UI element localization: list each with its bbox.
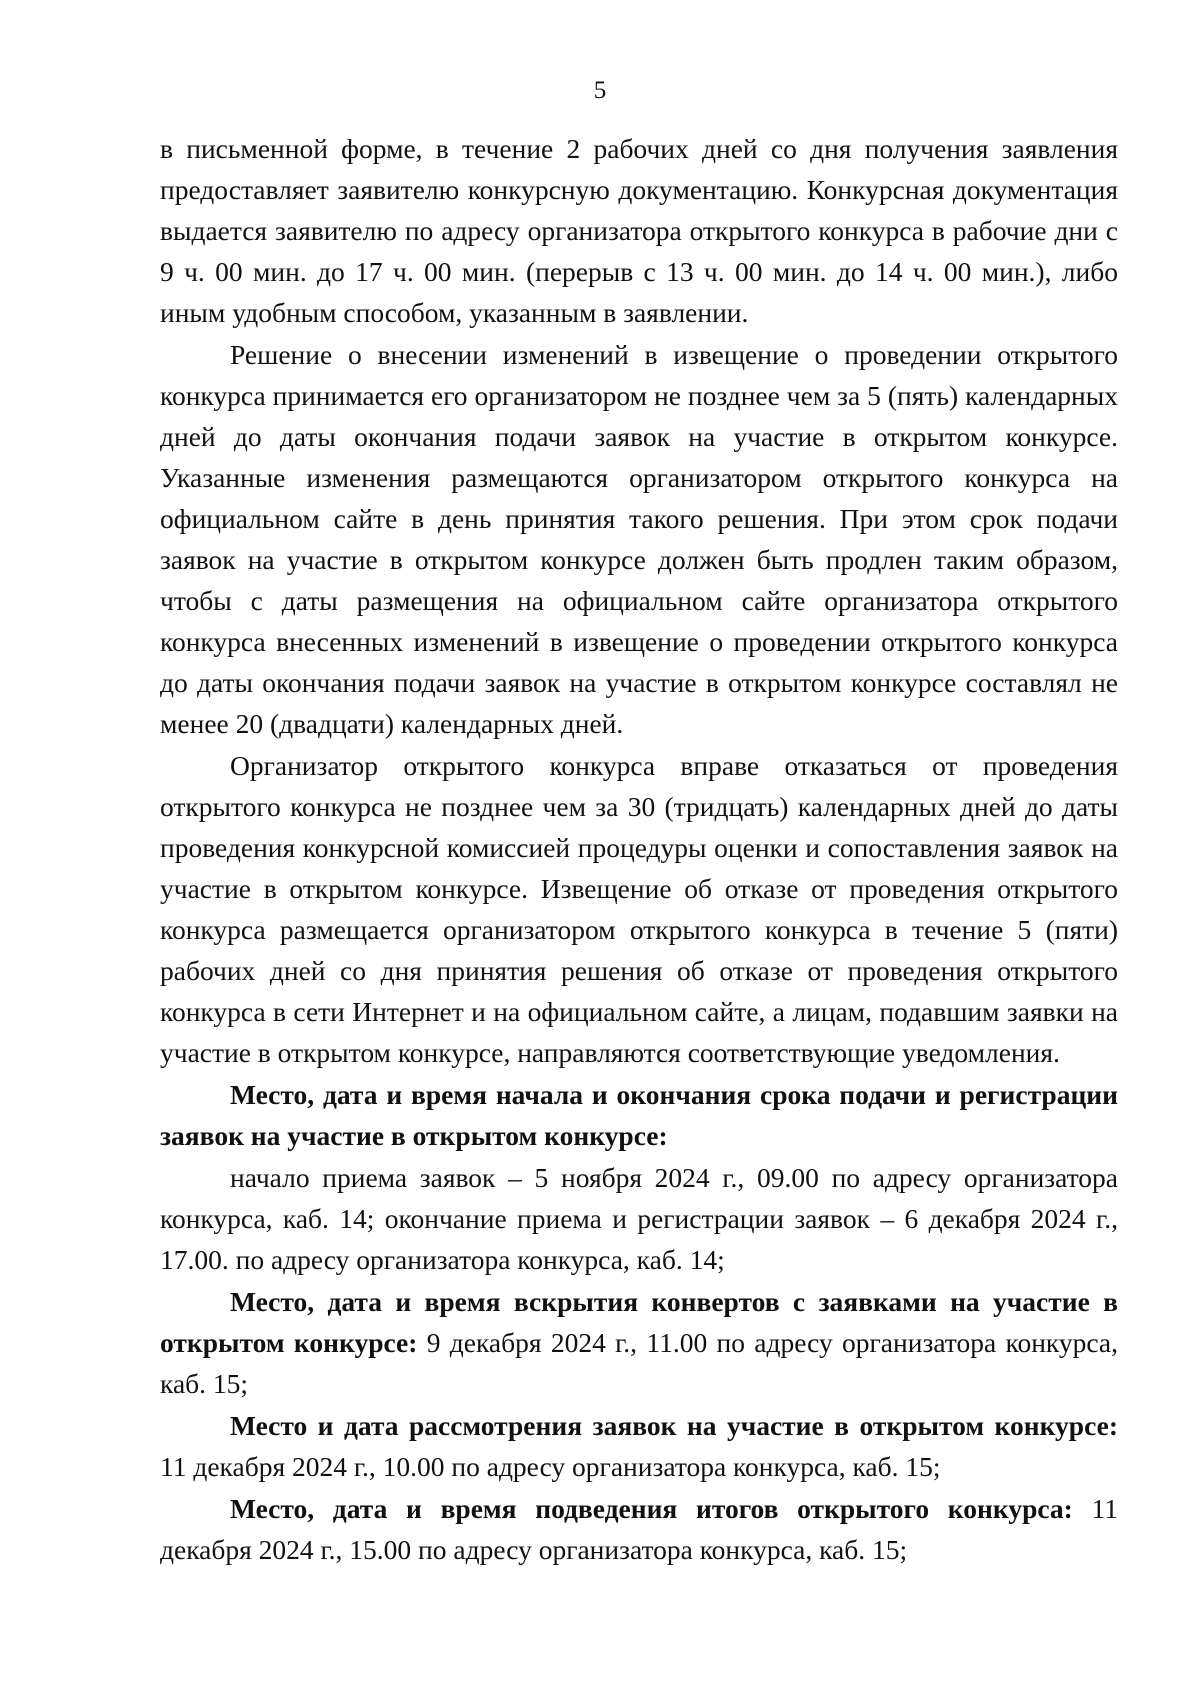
paragraph-notice-changes: Решение о внесении изменений в извещение о проведении открытого конкурса принимается его организатором не позднее чем за 5 (пять) календарных дней до даты окончания подачи заявок на участие в открытом конкурсе. Указанные изменения размещаются организатором открытого конкурса на официальном сайте в день принятия такого решения. При этом срок подачи заявок на участие в открытом конкурсе должен быть продлен таким образом, чтобы с даты размещения на официальном сайте организатора открытого конкурса внесенных изменений в извещение о проведении открытого конкурса до даты окончания подачи заявок на участие в открытом конкурсе составлял не менее 20 (двадцати) календарных дней. [160,339,1118,739]
text-application-review: 11 декабря 2024 г., 10.00 по адресу организатора конкурса, каб. 15; [160,1451,941,1482]
page-number: 5 [593,77,607,104]
document-body [160,128,1118,1571]
heading-submission-period: Место, дата и время начала и окончания срока подачи и регистрации заявок на участие в открытом конкурсе: [160,1079,1118,1151]
section-application-review [160,1405,1118,1487]
heading-contest-results: Место, дата и время подведения итогов открытого конкурса: [230,1493,1073,1524]
section-envelope-opening [160,1281,1118,1404]
heading-envelope-opening: Место, дата и время вскрытия конвертов с заявками на участие в открытом конкурсе: [160,1286,1118,1358]
text-contest-results: 11 декабря 2024 г., 15.00 по адресу организатора конкурса, каб. 15; [160,1493,1119,1565]
paragraph-documentation-issue: в письменной форме, в течение 2 рабочих дней со дня получения заявления предоставляет заявителю конкурсную документацию. Конкурсная документация выдается заявителю по адресу организатора открытого конкурса в рабочие дни с 9 ч. 00 мин. до 17 ч. 00 мин. (перерыв с 13 ч. 00 мин. до 14 ч. 00 мин.), либо иным удобным способом, указанным в заявлении. [160,133,1118,328]
section-contest-results [160,1488,1118,1570]
heading-application-review: Место и дата рассмотрения заявок на участие в открытом конкурсе: [230,1410,1118,1441]
text-submission-period: начало приема заявок – 5 ноября 2024 г., 09.00 по адресу организатора конкурса, каб. 14; окончание приема и регистрации заявок – 6 декабря 2024 г., 17.00. по адресу организатора конкурса, каб. 14; [160,1162,1118,1275]
paragraph-contest-cancellation: Организатор открытого конкурса вправе отказаться от проведения открытого конкурса не позднее чем за 30 (тридцать) календарных дней до даты проведения конкурсной комиссией процедуры оценки и сопоставления заявок на участие в открытом конкурсе. Извещение об отказе от проведения открытого конкурса размещается организатором открытого конкурса в течение 5 (пяти) рабочих дней со дня принятия решения об отказе от проведения открытого конкурса в сети Интернет и на официальном сайте, а лицам, подавшим заявки на участие в открытом конкурсе, направляются соответствующие уведомления. [160,750,1118,1068]
text-envelope-opening: 9 декабря 2024 г., 11.00 по адресу организатора конкурса, каб. 15; [160,1327,1118,1399]
